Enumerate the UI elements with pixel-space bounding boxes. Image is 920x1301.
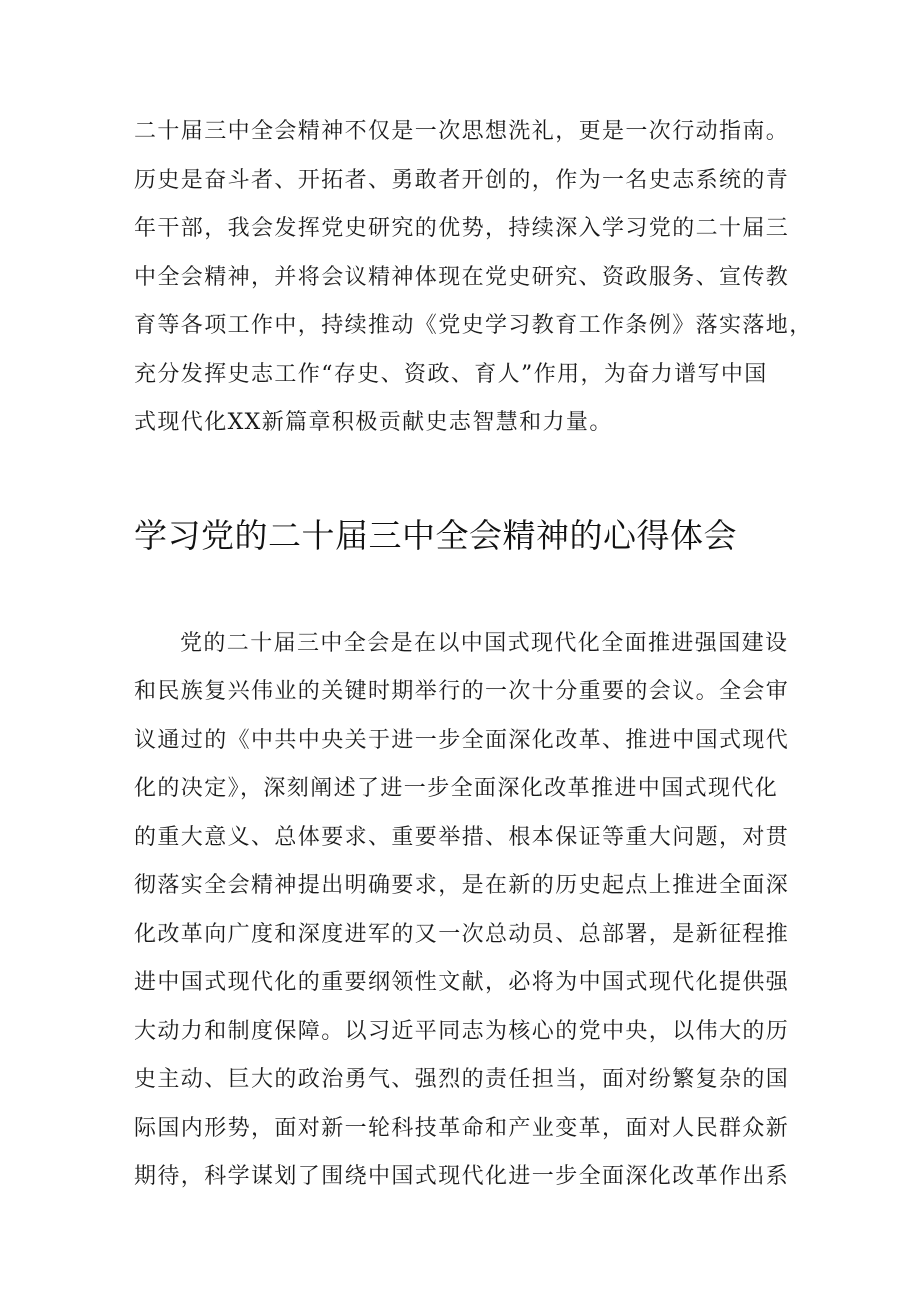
text-line: 党的二十届三中全会是在以中国式现代化全面推进强国建设 <box>180 630 789 656</box>
text-line: 大动力和制度保障。以习近平同志为核心的党中央，以伟大的历 <box>134 1018 790 1044</box>
paragraph-body <box>134 620 790 1202</box>
text-line: 史主动、巨大的政治勇气、强烈的责任担当，面对纷繁复杂的国 <box>134 1067 790 1092</box>
text-line: 化改革向广度和深度进军的又一次总动员、总部署，是新征程推 <box>134 921 790 947</box>
section-heading: 学习党的二十届三中全会精神的心得体会 <box>134 515 737 555</box>
text-line: 和民族复兴伟业的关键时期举行的一次十分重要的会议。全会审 <box>134 679 790 704</box>
text-line: 历史是奋斗者、开拓者、勇敢者开创的，作为一名史志系统的青 <box>134 167 790 193</box>
text-line: 议通过的《中共中央关于进一步全面深化改革、推进中国式现代 <box>134 727 790 753</box>
text-line: 中全会精神，并将会议精神体现在党史研究、资政服务、宣传教 <box>134 264 790 290</box>
text-line: 进中国式现代化的重要纲领性文献，必将为中国式现代化提供强 <box>134 970 790 995</box>
text-line: 二十届三中全会精神不仅是一次思想洗礼，更是一次行动指南。 <box>134 119 790 144</box>
text-line: 式现代化XX新篇章积极贡献史志智慧和力量。 <box>134 410 613 435</box>
text-line: 育等各项工作中，持续推动《党史学习教育工作条例》落实落地， <box>134 313 813 338</box>
text-line: 的重大意义、总体要求、重要举措、根本保证等重大问题，对贯 <box>134 824 790 850</box>
text-line: 际国内形势，面对新一轮科技革命和产业变革，面对人民群众新 <box>134 1115 790 1141</box>
text-line: 化的决定》，深刻阐述了进一步全面深化改革推进中国式现代化 <box>134 776 779 801</box>
text-line: 年干部，我会发挥党史研究的优势，持续深入学习党的二十届三 <box>134 216 790 241</box>
document-content <box>134 108 813 1202</box>
text-line: 期待，科学谋划了围绕中国式现代化进一步全面深化改革作出系 <box>134 1164 790 1189</box>
text-line: 充分发挥史志工作“存史、资政、育人”作用，为奋力谱写中国 <box>134 361 768 387</box>
text-line: 彻落实全会精神提出明确要求，是在新的历史起点上推进全面深 <box>134 873 790 898</box>
paragraph-continued <box>134 108 813 448</box>
